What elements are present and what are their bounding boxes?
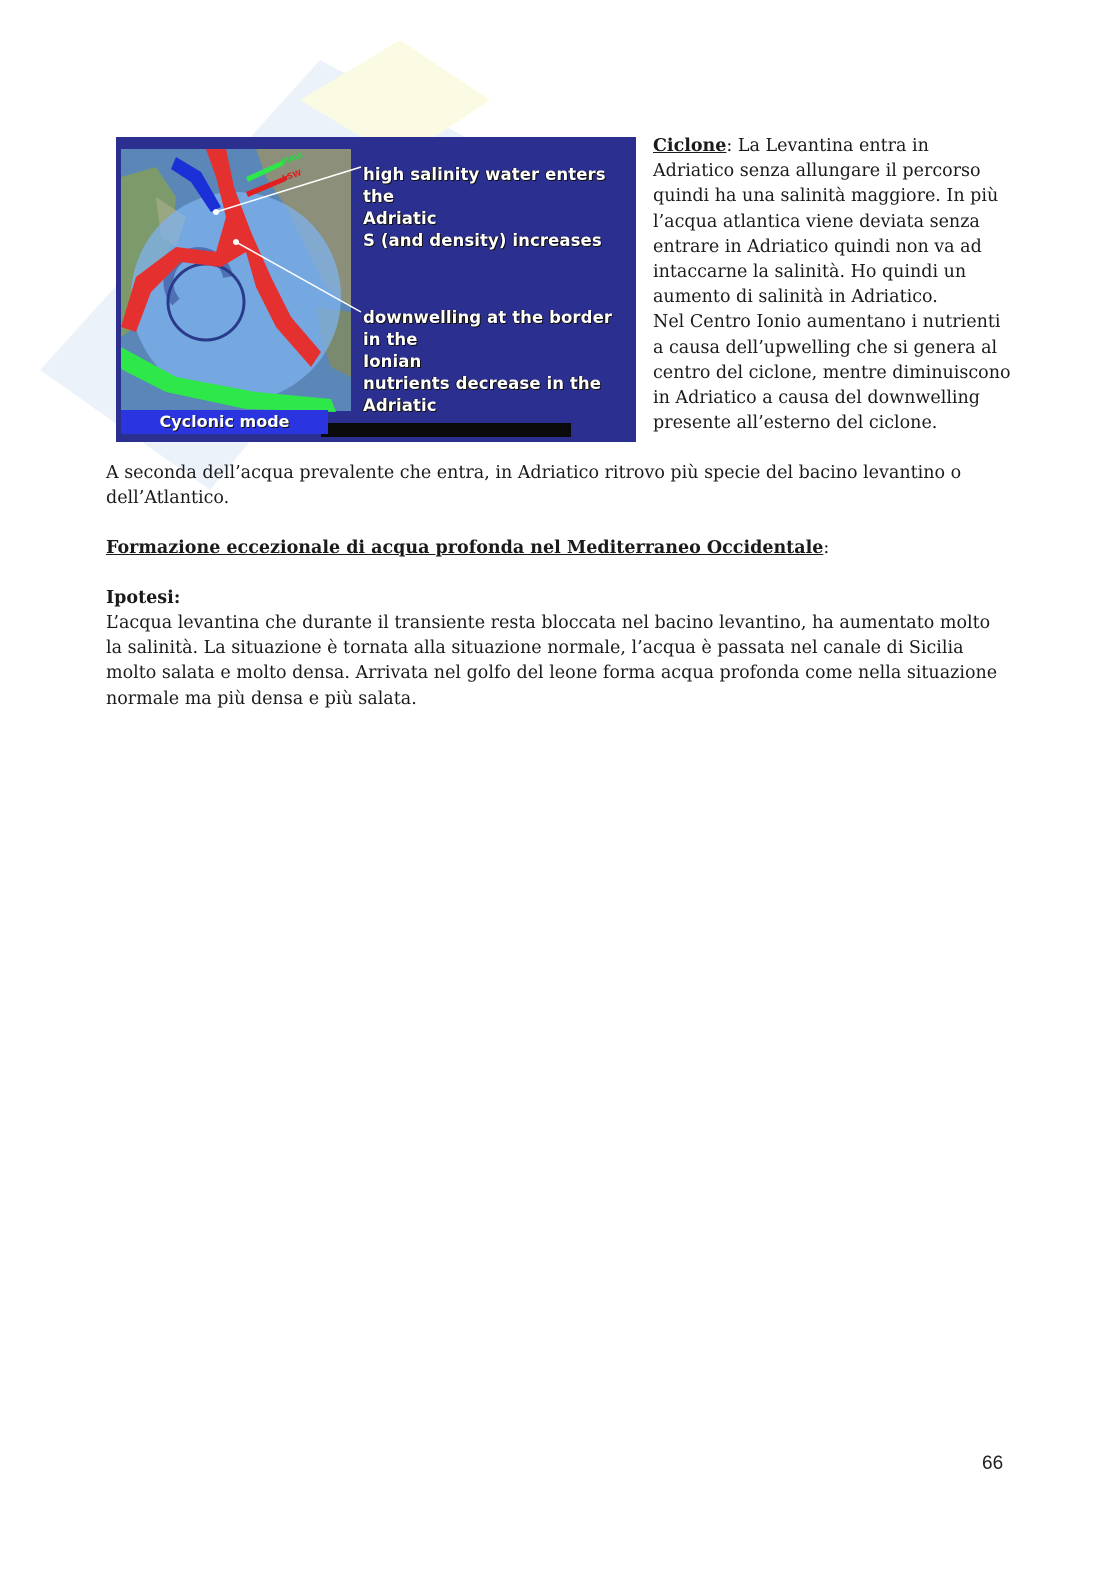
maw-tag: MAW bbox=[280, 150, 305, 167]
section-title: Formazione eccezionale di acqua profonda nel Mediterraneo Occidentale bbox=[106, 538, 824, 558]
ciclone-text-2: Nel Centro Ionio aumentano i nutrienti a causa dell’upwelling che si genera al centro del ciclone, mentre diminuiscono in Adriatico a causa del downwelling presente all’esterno del ciclone. bbox=[653, 312, 1011, 434]
section-title-colon: : bbox=[823, 538, 830, 558]
section-heading bbox=[106, 536, 1006, 561]
cyclonic-mode-label: Cyclonic mode bbox=[121, 410, 328, 434]
paragraph-prevalent-water: A seconda dell’acqua prevalente che entra, in Adriatico ritrovo più specie del bacino levantino o dell’Atlantico. bbox=[106, 463, 962, 509]
ipotesi-label: Ipotesi: bbox=[106, 588, 181, 608]
ciclone-description bbox=[653, 134, 1013, 436]
cyclonic-mode-figure bbox=[116, 137, 636, 442]
figure-label-downwelling: downwelling at the border in the Ionian nutrients decrease in the Adriatic bbox=[363, 308, 613, 415]
ciclone-heading: Ciclone bbox=[653, 136, 727, 156]
ipotesi-paragraph: L’acqua levantina che durante il transiente resta bloccata nel bacino levantino, ha aumentato molto la salinità. La situazione è tornata alla situazione normale, l’acqua è passata nel canale di Sicilia molto salata e molto densa. Arrivata nel golfo del leone forma acqua profonda come nella situazione normale ma più densa e più salata. bbox=[106, 613, 998, 709]
lsw-tag: LSW bbox=[281, 168, 303, 183]
ciclone-text: : La Levantina entra in Adriatico senza allungare il percorso quindi ha una salinità maggiore. In più l’acqua atlantica viene deviata senza entrare in Adriatico quindi non va ad intaccarne la salinità. Ho quindi un aumento di salinità in Adriatico. bbox=[653, 136, 999, 308]
page-number: 66 bbox=[982, 1453, 1004, 1474]
figure-label-salinity: high salinity water enters the Adriatic S (and density) increases bbox=[363, 165, 606, 250]
